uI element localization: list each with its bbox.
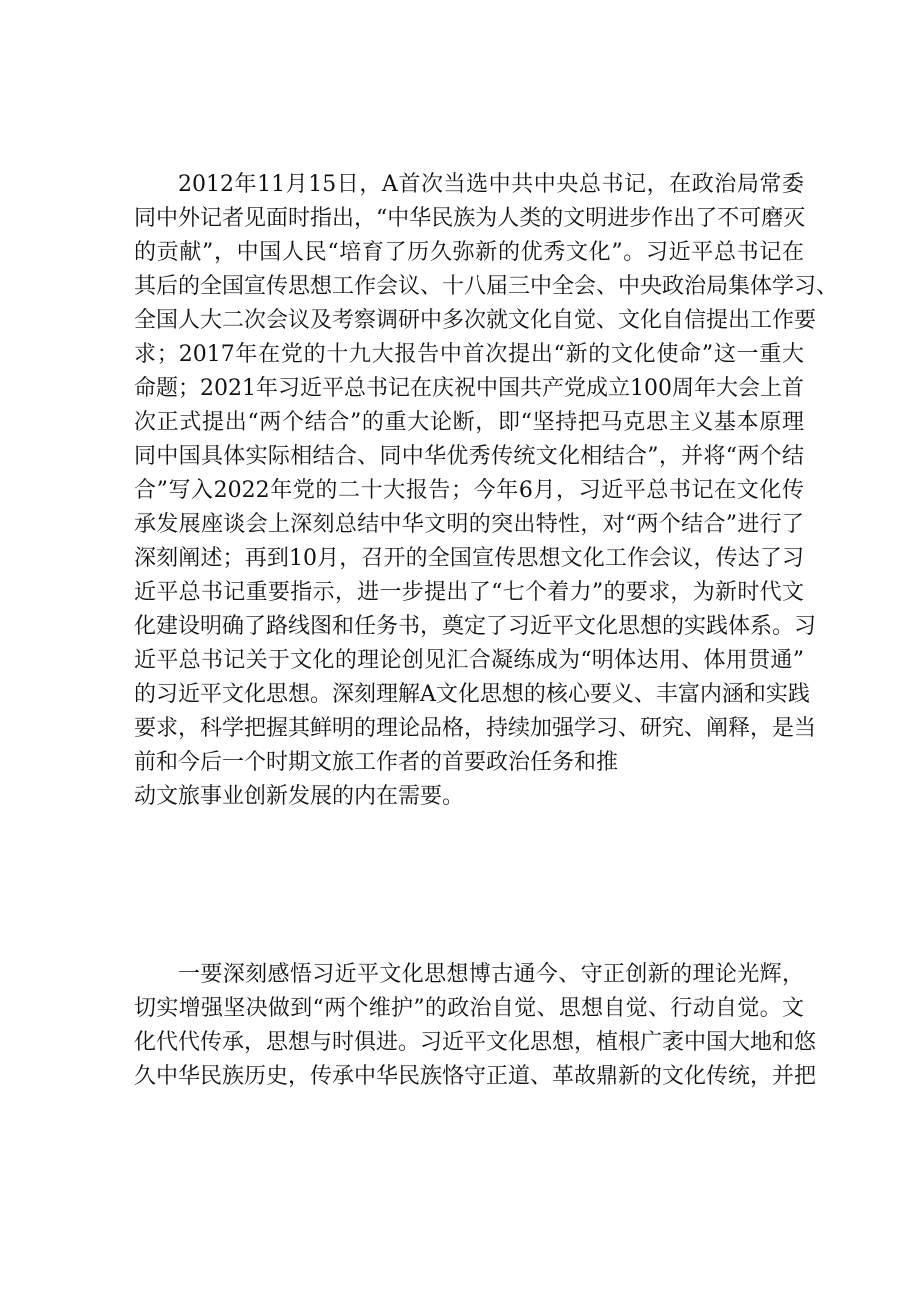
paragraph-line: 次正式提出“两个结合”的重大论断，即“坚持把马克思主义基本原理: [134, 410, 804, 435]
paragraph-line: 要求，科学把握其鲜明的理论品格，持续加强学习、研究、阐释，是当: [134, 716, 817, 741]
paragraph-line: 前和今后一个时期文旅工作者的首要政治任务和推: [134, 750, 619, 775]
paragraph-line: 化代代传承，思想与时俱进。习近平文化思想，植根广袤中国大地和悠: [134, 1030, 817, 1055]
paragraph-line: 承发展座谈会上深刻总结中华文明的突出特性，对“两个结合”进行了: [134, 512, 804, 537]
paragraph-line: 合”写入2022年党的二十大报告；今年6月，习近平总书记在文化传: [134, 478, 804, 503]
paragraph-line: 同中国具体实际相结合、同中华优秀传统文化相结合”，并将“两个结: [134, 444, 804, 469]
paragraph-line: 全国人大二次会议及考察调研中多次就文化自觉、文化自信提出工作要: [134, 308, 817, 333]
paragraph-line: 深刻阐述；再到10月，召开的全国宣传思想文化工作会议，传达了习: [134, 546, 804, 571]
paragraph-line: 切实增强坚决做到“两个维护”的政治自觉、思想自觉、行动自觉。文: [134, 996, 804, 1021]
paragraph-1: [134, 168, 839, 814]
paragraph-line: 化建设明确了路线图和任务书，奠定了习近平文化思想的实践体系。习: [134, 614, 817, 639]
paragraph-line: 近平总书记重要指示，进一步提出了“七个着力”的要求，为新时代文: [134, 580, 804, 605]
paragraph-line: 命题；2021年习近平总书记在庆祝中国共产党成立100周年大会上首: [134, 376, 804, 401]
paragraph-line: 求；2017年在党的十九大报告中首次提出“新的文化使命”这一重大: [134, 342, 804, 367]
paragraph-line: 的习近平文化思想。深刻理解A文化思想的核心要义、丰富内涵和实践: [134, 682, 810, 707]
paragraph-line: 久中华民族历史，传承中华民族恪守正道、革故鼎新的文化传统，并把: [134, 1064, 817, 1089]
paragraph-line: 同中外记者见面时指出，“中华民族为人类的文明进步作出了不可磨灭: [134, 206, 806, 231]
paragraph-line: 其后的全国宣传思想工作会议、十八届三中全会、中央政治局集体学习、: [134, 274, 839, 299]
paragraph-line: 的贡献”，中国人民“培育了历久弥新的优秀文化”。习近平总书记在: [134, 240, 804, 265]
paragraph-line: 2012年11月15日，A首次当选中共中央总书记，在政治局常委: [178, 172, 804, 197]
paragraph-2: [134, 958, 817, 1094]
paragraph-line: 动文旅事业创新发展的内在需要。: [134, 784, 465, 809]
paragraph-line: 一要深刻感悟习近平文化思想博古通今、守正创新的理论光辉，: [178, 962, 804, 987]
paragraph-line: 近平总书记关于文化的理论创见汇合凝练成为“明体达用、体用贯通”: [134, 648, 804, 673]
